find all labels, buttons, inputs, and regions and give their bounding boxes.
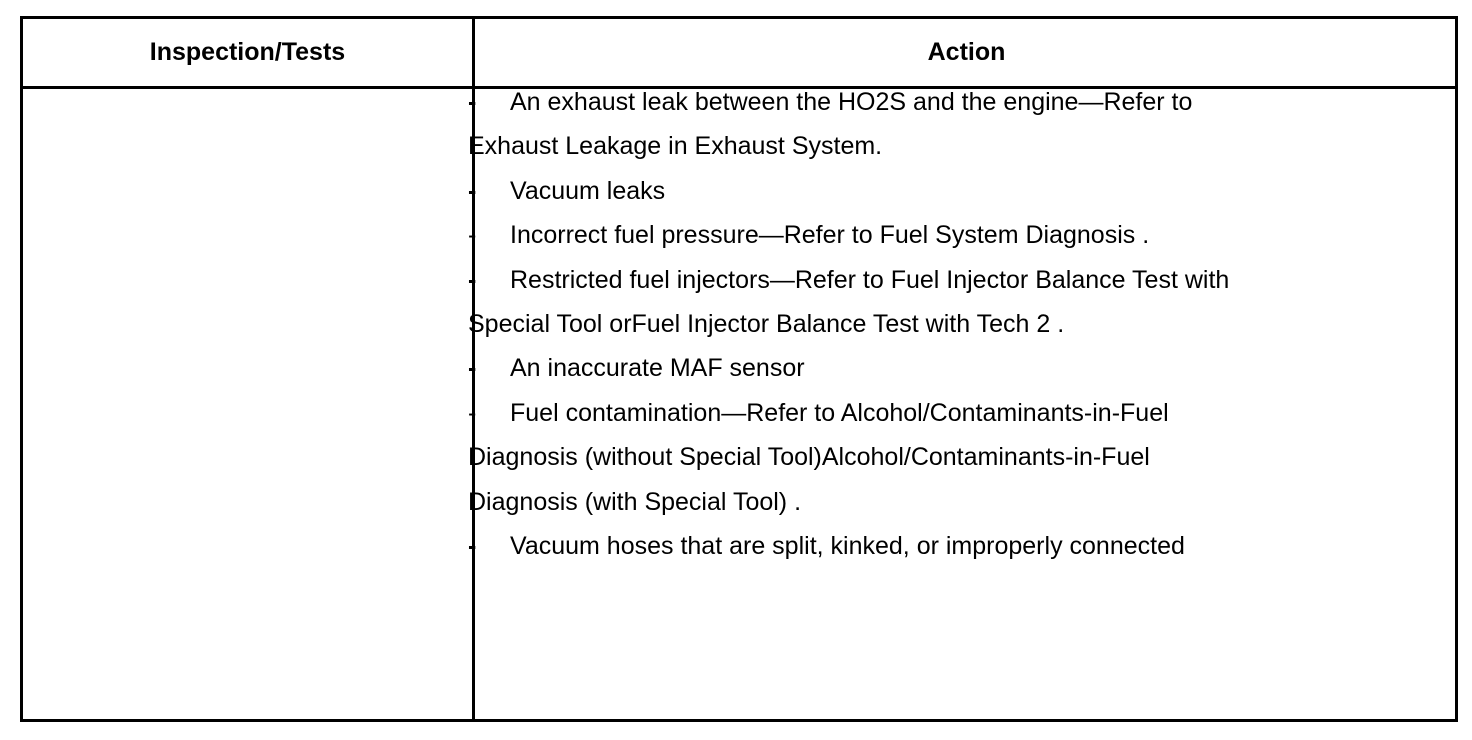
bullet-dash: - <box>468 88 477 116</box>
header-action: Action <box>927 38 1006 66</box>
action-item-fuel-pressure <box>468 213 1408 257</box>
action-item-exhaust-leak <box>468 80 1408 169</box>
action-item-text: Vacuum hoses that are split, kinked, or improperly connected <box>510 532 1185 561</box>
action-item-text: An inaccurate MAF sensor <box>510 354 805 383</box>
bullet-dash: - <box>468 532 477 561</box>
action-cell <box>468 80 1408 568</box>
action-item-continuation: Exhaust Leakage in Exhaust System. <box>468 132 883 161</box>
action-item-text: Fuel contamination—Refer to Alcohol/Contaminants-in-Fuel <box>510 398 1169 427</box>
bullet-dash: - <box>468 398 477 427</box>
action-item-fuel-contamination <box>468 391 1408 524</box>
action-item-text: Restricted fuel injectors—Refer to Fuel Injector Balance Test with <box>510 265 1230 294</box>
header-inspection-tests: Inspection/Tests <box>149 38 346 66</box>
action-item-text: Vacuum leaks <box>510 176 666 205</box>
bullet-dash: - <box>468 221 477 250</box>
bullet-dash: - <box>468 354 477 383</box>
action-item-vacuum-leaks <box>468 169 1408 213</box>
action-item-maf-sensor <box>468 346 1408 390</box>
action-item-continuation: Diagnosis (without Special Tool)Alcohol/Contaminants-in-Fuel <box>468 443 1150 472</box>
action-item-vacuum-hoses <box>468 524 1408 568</box>
bullet-dash: - <box>468 176 477 205</box>
action-item-continuation: Special Tool orFuel Injector Balance Test with Tech 2 . <box>468 310 1065 339</box>
action-item-continuation: Diagnosis (with Special Tool) . <box>468 487 802 516</box>
action-item-fuel-injectors <box>468 258 1408 347</box>
bullet-dash: - <box>468 265 477 294</box>
action-item-text: An exhaust leak between the HO2S and the engine—Refer to <box>510 88 1193 116</box>
action-item-text: Incorrect fuel pressure—Refer to Fuel System Diagnosis . <box>510 221 1150 250</box>
